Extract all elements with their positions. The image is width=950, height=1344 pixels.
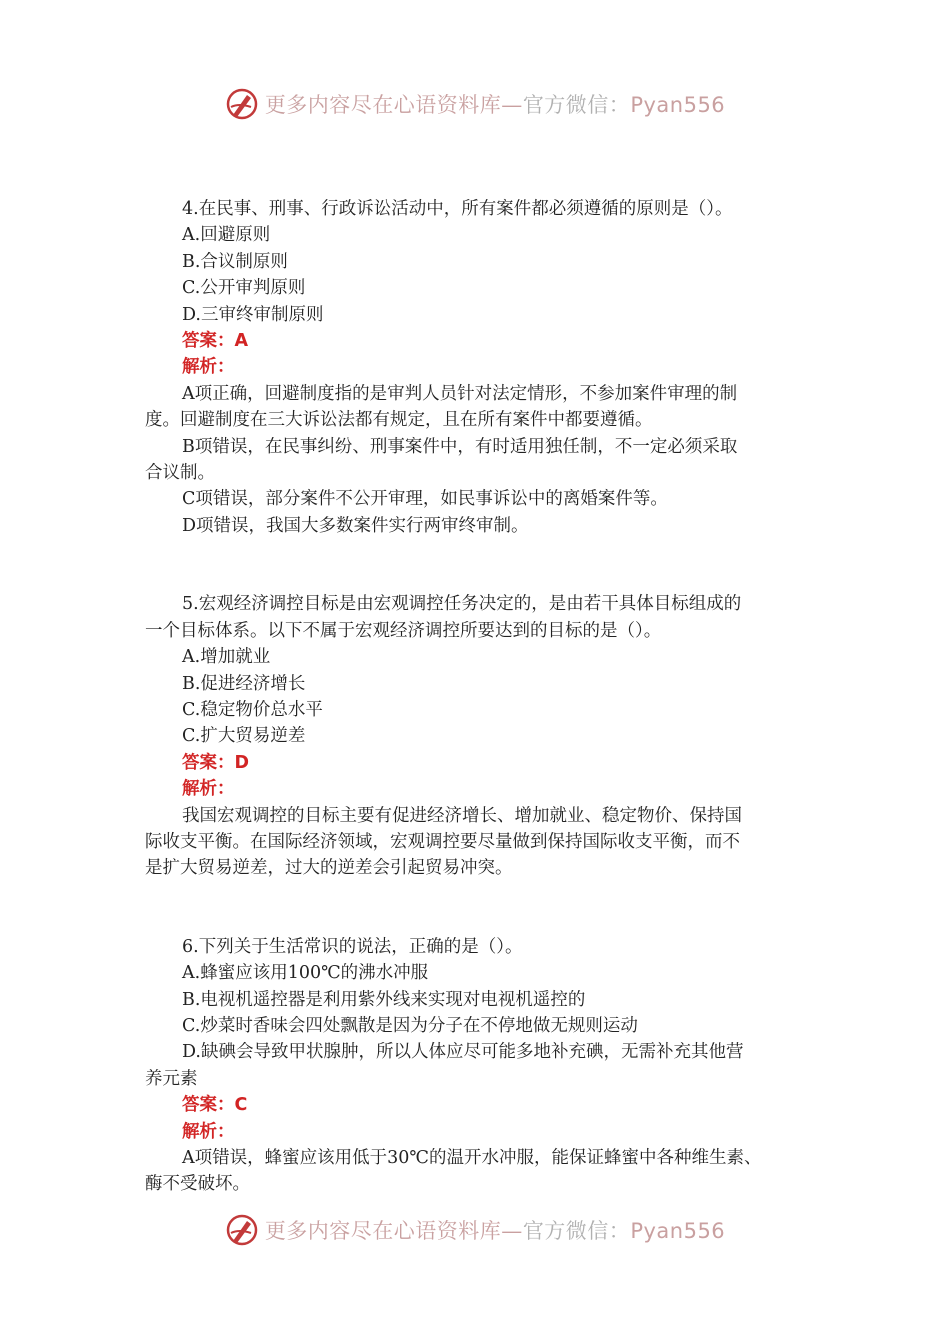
banner-wechat-label: 官方微信：: [522, 1219, 631, 1243]
option: 养元素: [145, 1068, 198, 1089]
option: A.增加就业: [182, 647, 271, 668]
analysis-text: D项错误，我国大多数案件实行两审终审制。: [182, 515, 529, 536]
analysis-text: 际收支平衡。在国际经济领域，宏观调控要尽量做到保持国际收支平衡，而不: [145, 831, 740, 852]
analysis-text: 是扩大贸易逆差，过大的逆差会引起贸易冲突。: [145, 858, 513, 879]
banner-wechat-id: Pyan556: [630, 1219, 726, 1243]
analysis-label: 解析：: [182, 357, 235, 378]
analysis-text: A项正确，回避制度指的是审判人员针对法定情形，不参加案件审理的制: [182, 383, 738, 404]
question-block: [145, 934, 815, 1198]
question-stem: 5.宏观经济调控目标是由宏观调控任务决定的，是由若干具体目标组成的: [182, 594, 742, 615]
quill-logo-icon: [225, 1213, 259, 1247]
banner-text: [265, 89, 725, 119]
banner-site-text: 更多内容尽在心语资料库—: [264, 93, 523, 117]
question-block: [145, 196, 815, 539]
question-block: [145, 591, 815, 881]
banner-wechat-id: Pyan556: [630, 93, 726, 117]
banner-wechat-label: 官方微信：: [522, 93, 631, 117]
question-stem: 4.在民事、刑事、行政诉讼活动中，所有案件都必须遵循的原则是（）。: [182, 199, 733, 219]
analysis-text: 酶不受破坏。: [145, 1174, 250, 1195]
document-body: [145, 196, 815, 1198]
analysis-text: 我国宏观调控的目标主要有促进经济增长、增加就业、稳定物价、保持国: [182, 805, 742, 826]
option: B.电视机遥控器是利用紫外线来实现对电视机遥控的: [182, 989, 586, 1010]
option: C.稳定物价总水平: [182, 699, 323, 720]
analysis-text: B项错误，在民事纠纷、刑事案件中，有时适用独任制，不一定必须采取: [182, 436, 738, 457]
banner-text: [265, 1215, 725, 1245]
option: D.三审终审制原则: [182, 304, 324, 325]
header-banner: [0, 82, 950, 126]
analysis-text: A项错误，蜂蜜应该用低于30℃的温开水冲服，能保证蜂蜜中各种维生素、: [182, 1148, 762, 1168]
analysis-label: 解析：: [182, 779, 235, 800]
footer-banner: [0, 1208, 950, 1252]
option: A.蜂蜜应该用100℃的沸水冲服: [182, 963, 429, 984]
question-stem: 一个目标体系。以下不属于宏观经济调控所要达到的目标的是（）。: [145, 620, 662, 641]
banner-site-text: 更多内容尽在心语资料库—: [264, 1219, 523, 1243]
option: C.炒菜时香味会四处飘散是因为分子在不停地做无规则运动: [182, 1015, 638, 1036]
question-stem: 6.下列关于生活常识的说法，正确的是（）。: [182, 936, 523, 957]
analysis-label: 解析：: [182, 1121, 235, 1142]
quill-logo-icon: [225, 87, 259, 121]
analysis-text: 度。回避制度在三大诉讼法都有规定，且在所有案件中都要遵循。: [145, 410, 653, 431]
option: D.缺碘会导致甲状腺肿，所以人体应尽可能多地补充碘，无需补充其他营: [182, 1042, 744, 1063]
answer-label: 答案：C: [182, 1095, 248, 1116]
option: C.公开审判原则: [182, 278, 306, 299]
option: B.促进经济增长: [182, 673, 306, 694]
answer-label: 答案：D: [182, 752, 250, 773]
option: C.扩大贸易逆差: [182, 726, 306, 747]
option: A.回避原则: [182, 225, 271, 246]
analysis-text: 合议制。: [145, 463, 215, 484]
analysis-text: C项错误，部分案件不公开审理，如民事诉讼中的离婚案件等。: [182, 489, 668, 510]
option: B.合议制原则: [182, 251, 288, 272]
answer-label: 答案：A: [182, 331, 249, 352]
